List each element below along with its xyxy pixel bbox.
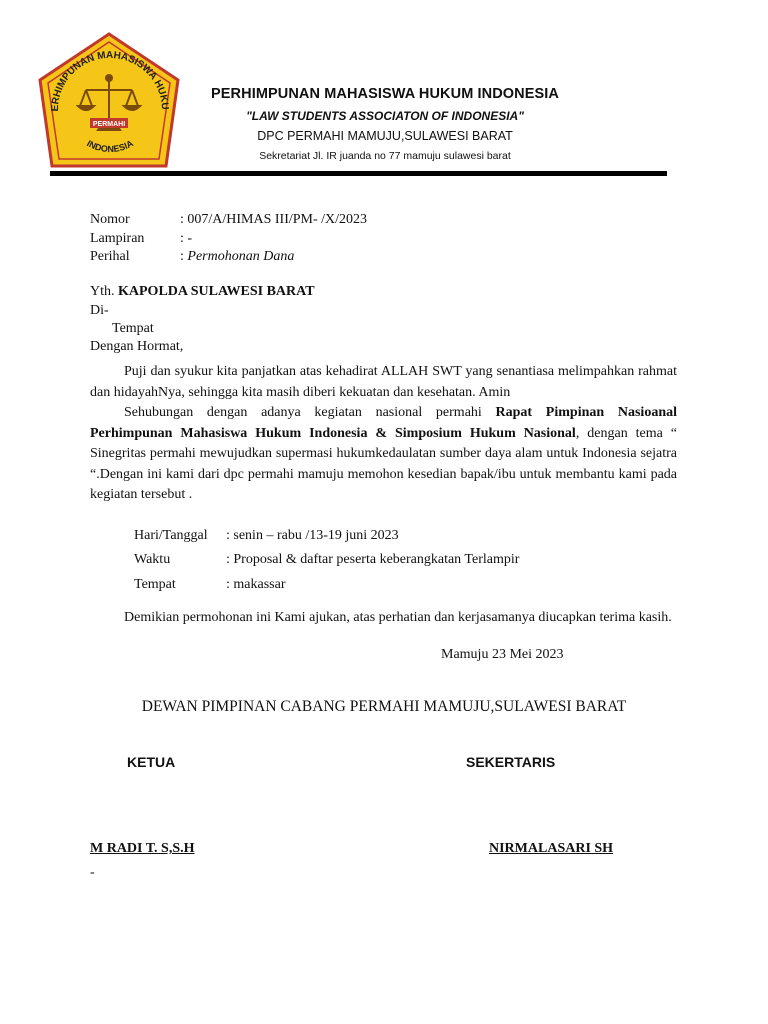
detail-value-time: : Proposal & daftar peserta keberangkatan Terlampir [226, 552, 520, 567]
detail-value-date: : senin – rabu /13-19 juni 2023 [226, 528, 399, 543]
para2-start: Sehubungan dengan adanya kegiatan nasional permahi [124, 405, 496, 420]
logo-top-text: ERHIMPUNAN MAHASISWA HUKU [49, 49, 171, 112]
body-paragraph-1: Puji dan syukur kita panjatkan atas kehadirat ALLAH SWT yang senantiasa melimpahkan rahmat dan hidayahNya, sehingga kita masih diberi kekuatan dan kesehatan. Amin [90, 364, 677, 400]
org-name: PERHIMPUNAN MAHASISWA HUKUM INDONESIA [211, 86, 559, 102]
chairman-title: KETUA [127, 754, 176, 770]
perihal-value: Permohonan Dana [187, 249, 295, 264]
logo-bottom-text: INDONESIA [85, 138, 135, 155]
perihal-colon: : [180, 249, 184, 264]
logo-ribbon-text: PERMAHI [92, 121, 126, 128]
org-english-name: "LAW STUDENTS ASSOCIATON OF INDONESIA" [246, 109, 524, 123]
yth-label: Yth. [90, 284, 115, 299]
detail-label-place: Tempat [134, 577, 176, 592]
perihal-label: Perihal [90, 249, 130, 264]
recipient-line [90, 283, 315, 301]
detail-label-date: Hari/Tanggal [134, 528, 208, 543]
tempat-label: Tempat [112, 321, 154, 336]
greeting: Dengan Hormat, [90, 339, 184, 354]
secretary-name: NIRMALASARI SH [489, 841, 614, 856]
nomor-value: : 007/A/HIMAS III/PM- /X/2023 [180, 212, 368, 227]
perihal-field [180, 248, 294, 266]
lampiran-label: Lampiran [90, 231, 145, 246]
para2-end: , dengan tema “ Sinegritas permahi mewujudkan supermasi hukumkedaulatan sumber daya alam untuk Indonesia sejatra “.Dengan ini kami dari dpc permahi mamuju memohon kesedian bapak/ibu untuk membantu kami pada kegiatan tersebut . [90, 425, 677, 502]
lampiran-value: : - [180, 231, 193, 246]
nomor-label: Nomor [90, 212, 130, 227]
detail-label-time: Waktu [134, 552, 171, 567]
detail-value-place: : makassar [226, 577, 286, 592]
place-date: Mamuju 23 Mei 2023 [441, 647, 564, 662]
trailing-dash: - [90, 865, 95, 880]
closing-paragraph: Demikian permohonan ini Kami ajukan, atas perhatian dan kerjasamanya diucapkan terima kasih. [124, 610, 672, 625]
secretariat-address: Sekretariat Jl. IR juanda no 77 mamuju sulawesi barat [259, 150, 511, 162]
chairman-name: M RADI T. S,S.H [90, 841, 195, 856]
event-name: Rapat Pimpinan Nasioanal Perhimpunan Mahasiswa Hukum Indonesia & Simposium Hukum Nasional [90, 405, 677, 441]
organization-logo [38, 32, 180, 172]
letterhead-rule [50, 171, 667, 176]
signature-heading: DEWAN PIMPINAN CABANG PERMAHI MAMUJU,SULAWESI BARAT [141, 698, 627, 715]
di-label: Di- [90, 303, 109, 318]
secretary-title: SEKERTARIS [466, 754, 556, 770]
body-paragraph-2 [90, 403, 677, 506]
branch-name: DPC PERMAHI MAMUJU,SULAWESI BARAT [257, 129, 513, 143]
recipient-name: KAPOLDA SULAWESI BARAT [118, 284, 315, 299]
